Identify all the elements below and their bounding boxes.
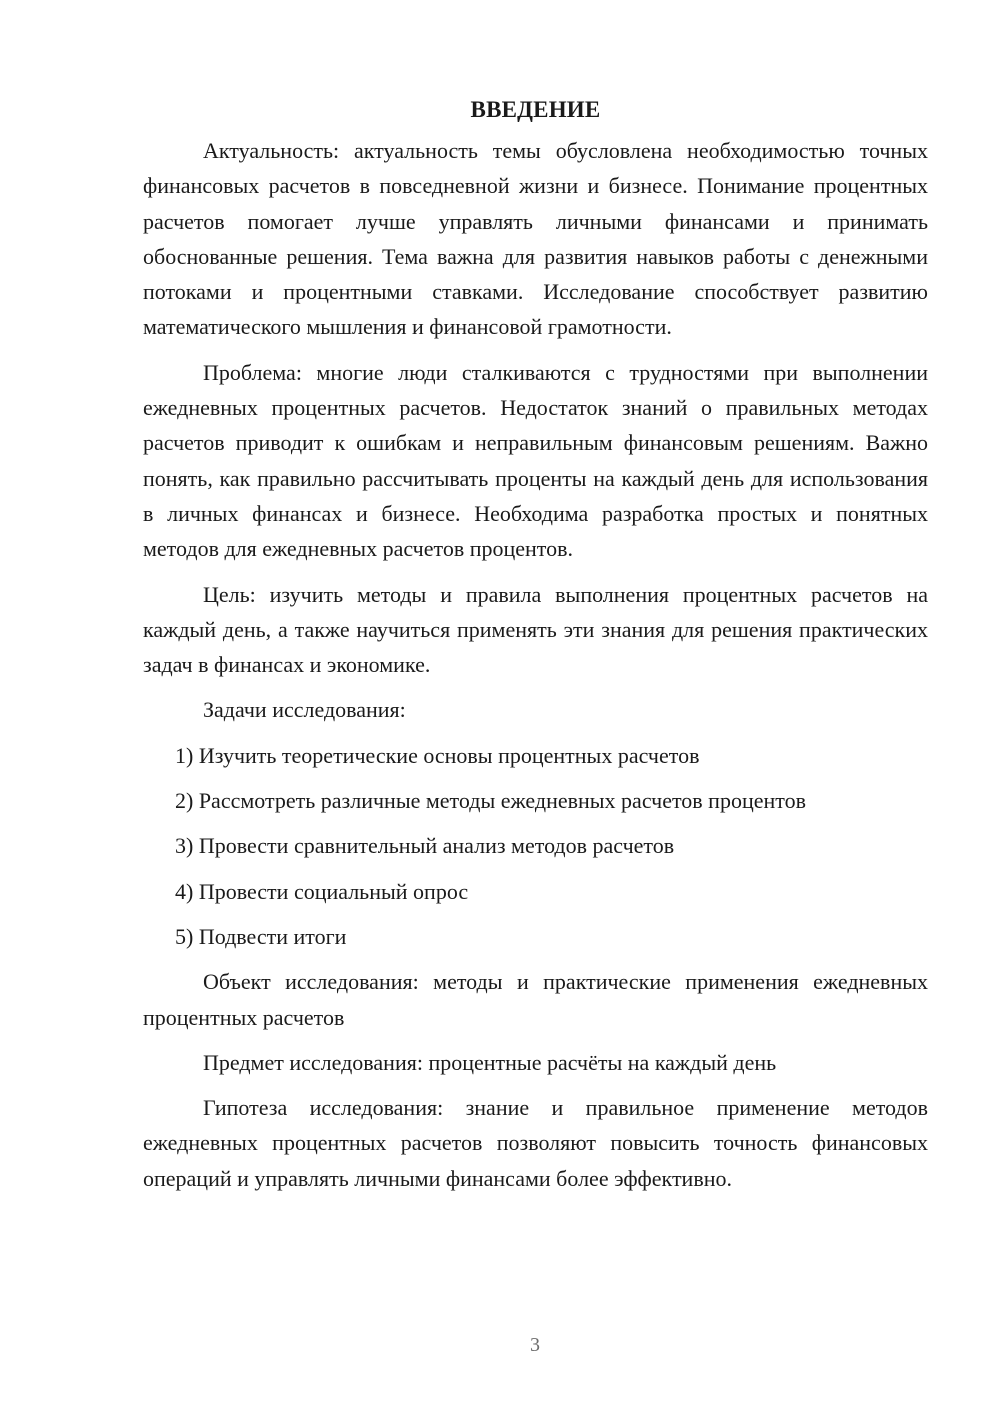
problem-paragraph: Проблема: многие люди сталкиваются с трудностями при выполнении ежедневных процентных расчетов. Недостаток знаний о правильных методах расчетов приводит к ошибкам и неправильным финансовым решениям. Важно понять, как правильно рассчитывать проценты на каждый день для использования в личных финансах и бизнесе. Необходима разработка простых и понятных методов для ежедневных расчетов процентов. (143, 359, 928, 562)
page-title: ВВЕДЕНИЕ (470, 97, 601, 122)
list-item: 3) Провести сравнительный анализ методов расчетов (175, 833, 675, 859)
page-number: 3 (530, 1334, 540, 1356)
object-paragraph: Объект исследования: методы и практические применения ежедневных процентных расчетов (143, 969, 928, 1030)
list-item: 1) Изучить теоретические основы процентных расчетов (175, 742, 700, 768)
hypothesis-paragraph: Гипотеза исследования: знание и правильное применение методов ежедневных процентных расчетов позволяют повысить точность финансовых операций и управлять личными финансами более эффективно. (143, 1095, 928, 1191)
list-item: 2) Рассмотреть различные методы ежедневных расчетов процентов (175, 788, 806, 814)
tasks-list (143, 738, 928, 954)
relevance-paragraph: Актуальность: актуальность темы обусловлена необходимостью точных финансовых расчетов в повседневной жизни и бизнесе. Понимание процентных расчетов помогает лучше управлять личными финансами и принимать обоснованные решения. Тема важна для развития навыков работы с денежными потоками и процентными ставками. Исследование способствует развитию математического мышления и финансовой грамотности. (143, 138, 928, 340)
goal-paragraph: Цель: изучить методы и правила выполнения процентных расчетов на каждый день, а также научиться применять эти знания для решения практических задач в финансах и экономике. (143, 581, 928, 678)
tasks-heading: Задачи исследования: (203, 697, 406, 723)
list-item: 5) Подвести итоги (175, 923, 347, 949)
document-page (143, 92, 928, 1206)
subject-paragraph: Предмет исследования: процентные расчёты на каждый день (203, 1049, 777, 1075)
list-item: 4) Провести социальный опрос (175, 878, 469, 904)
